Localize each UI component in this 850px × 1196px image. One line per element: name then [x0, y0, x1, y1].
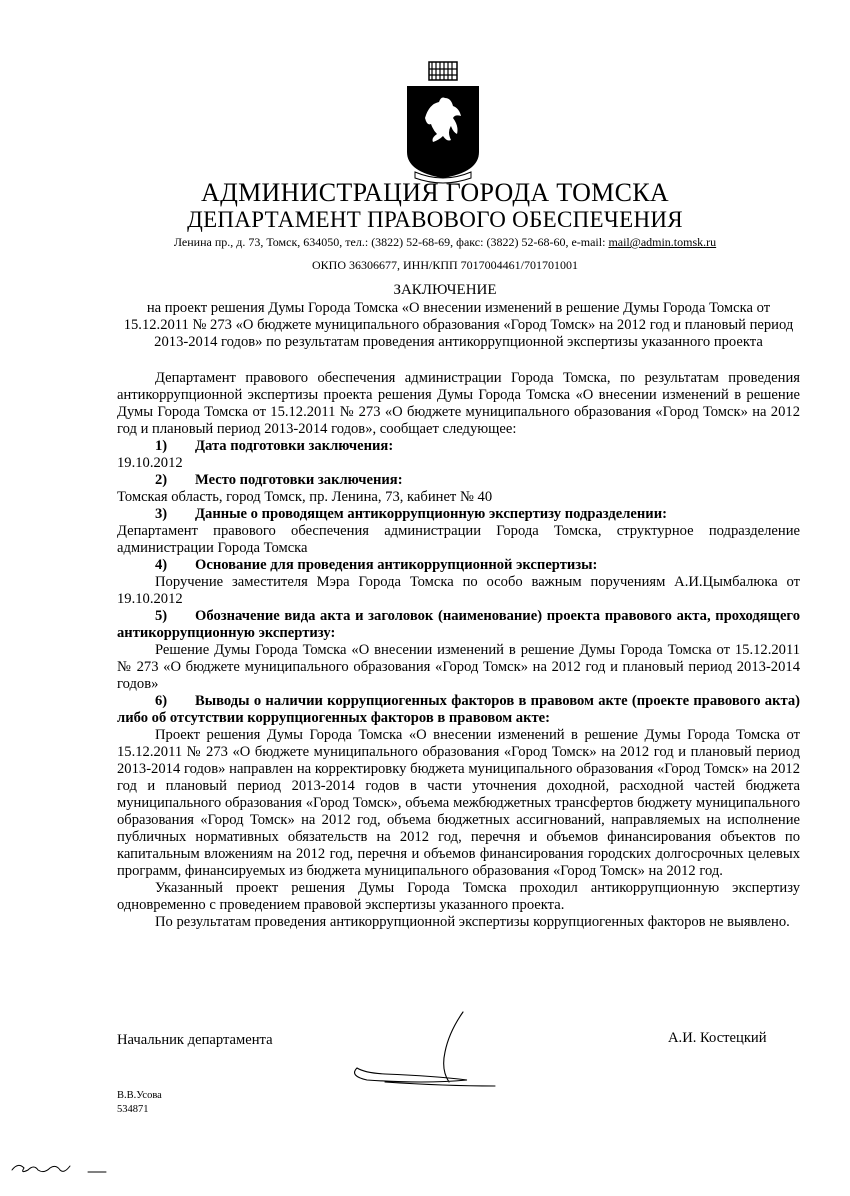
- section-6-text: Проект решения Думы Города Томска «О внесении изменений в решение Думы Города Томска от 15.12.2011 № 273 «О бюджете муниципального образования «Город Томск» на 2012 год и плановый период 2013-2014 годов» направлен на корректировку бюджета муниципального образования «Город Томск» на 2012 год и плановый период 2013-2014 годов в части уточнения доходной, расходной частей бюджета муниципального образования «Город Томск», объема межбюджетных трансфертов бюджету муниципального образования «Город Томск» на 2012 год, объема бюджетных ассигнований, направляемых на исполнение публичных нормативных обязательств на 2012 год, перечня и объемов финансирования объектов по капитальным вложениям на 2012 год, перечня и объемов финансирования городских долгосрочных целевых программ, финансируемых из бюджета муниципального образования «Город Томск» на 2012 год.: [117, 727, 800, 879]
- section-3-heading: [117, 506, 800, 523]
- document-subject: на проект решения Думы Города Томска «О внесении изменений в решение Думы Города Томска от 15.12.2011 № 273 «О бюджете муниципального образования «Город Томск» на 2012 год и плановый период 2013-2014 годов» по результатам проведения антикоррупционной экспертизы указанного проекта: [123, 300, 794, 350]
- section-1-heading: [117, 438, 800, 455]
- section-5-text: Решение Думы Города Томска «О внесении изменений в решение Думы Города Томска от 15.12.2011 № 273 «О бюджете муниципального образования «Город Томск» на 2012 год и плановый период 2013-2014 годов»: [117, 642, 800, 692]
- parallel-expertise-paragraph: Указанный проект решения Думы Города Томска проходил антикоррупционную экспертизу одновременно с проведением правовой экспертизы указанного проекта.: [117, 880, 800, 913]
- section-2-text: Томская область, город Томск, пр. Ленина, 73, кабинет № 40: [117, 489, 493, 505]
- section-2-heading: [117, 472, 800, 489]
- email-link[interactable]: mail@admin.tomsk.ru: [608, 235, 717, 249]
- okpo-line: ОКПО 36306677, ИНН/КПП 7017004461/701701001: [311, 258, 578, 272]
- section-heading-text: Дата подготовки заключения:: [195, 438, 394, 454]
- handwritten-mark: [10, 1158, 110, 1178]
- section-heading-text: Данные о проводящем антикоррупционную экспертизу подразделении:: [195, 506, 667, 522]
- result-paragraph: По результатам проведения антикоррупционной экспертизы коррупциогенных факторов не выявлено.: [155, 914, 790, 930]
- section-number: 3): [155, 506, 168, 522]
- address-text: Ленина пр., д. 73, Томск, 634050, тел.: (3822) 52-68-69, факс: (3822) 52-68-60, e-mail:: [173, 235, 609, 249]
- executor-phone: 534871: [117, 1104, 149, 1115]
- section-number: 6): [155, 693, 168, 709]
- intro-paragraph: Департамент правового обеспечения администрации Города Томска, по результатам проведения антикоррупционной экспертизы проекта решения Думы Города Томска «О внесении изменений в решение Думы Города Томска от 15.12.2011 № 273 «О бюджете муниципального образования «Город Томск» на 2012 год и плановый период 2013-2014 годов», сообщает следующее:: [117, 370, 800, 437]
- section-number: 2): [155, 472, 168, 488]
- section-number: 4): [155, 557, 168, 573]
- section-heading-text: Место подготовки заключения:: [195, 472, 403, 488]
- department-name: ДЕПАРТАМЕНТ ПРАВОВОГО ОБЕСПЕЧЕНИЯ: [187, 207, 683, 232]
- coat-of-arms-icon: [401, 60, 485, 186]
- signatory-position: Начальник департамента: [117, 1032, 273, 1048]
- section-number: 1): [155, 438, 168, 454]
- section-heading-text: Основание для проведения антикоррупционной экспертизы:: [195, 557, 598, 573]
- section-heading-text: Выводы о наличии коррупциогенных факторов в правовом акте (проекте правового акта) либо об отсутствии коррупциогенных факторов в правовом акте:: [117, 693, 800, 726]
- section-5-heading: [117, 608, 800, 642]
- signatory-name: А.И. Костецкий: [668, 1030, 767, 1046]
- section-number: 5): [155, 608, 168, 624]
- section-4-heading: [117, 557, 800, 574]
- handwritten-signature: [345, 1010, 505, 1095]
- executor-name: В.В.Усова: [117, 1090, 162, 1101]
- document-title: ЗАКЛЮЧЕНИЕ: [393, 282, 497, 298]
- document-body: [117, 370, 800, 931]
- section-6-heading: [117, 693, 800, 727]
- org-name: АДМИНИСТРАЦИЯ ГОРОДА ТОМСКА: [201, 178, 669, 207]
- section-heading-text: Обозначение вида акта и заголовок (наименование) проекта правового акта, проходящего антикоррупционную экспертизу:: [117, 608, 800, 641]
- address-line: [0, 235, 850, 250]
- section-4-text: Поручение заместителя Мэра Города Томска по особо важным поручениям А.И.Цымбалюка от 19.10.2012: [117, 574, 800, 607]
- section-1-text: 19.10.2012: [117, 455, 183, 471]
- section-3-text: Департамент правового обеспечения администрации Города Томска, структурное подразделение администрации Города Томска: [117, 523, 800, 556]
